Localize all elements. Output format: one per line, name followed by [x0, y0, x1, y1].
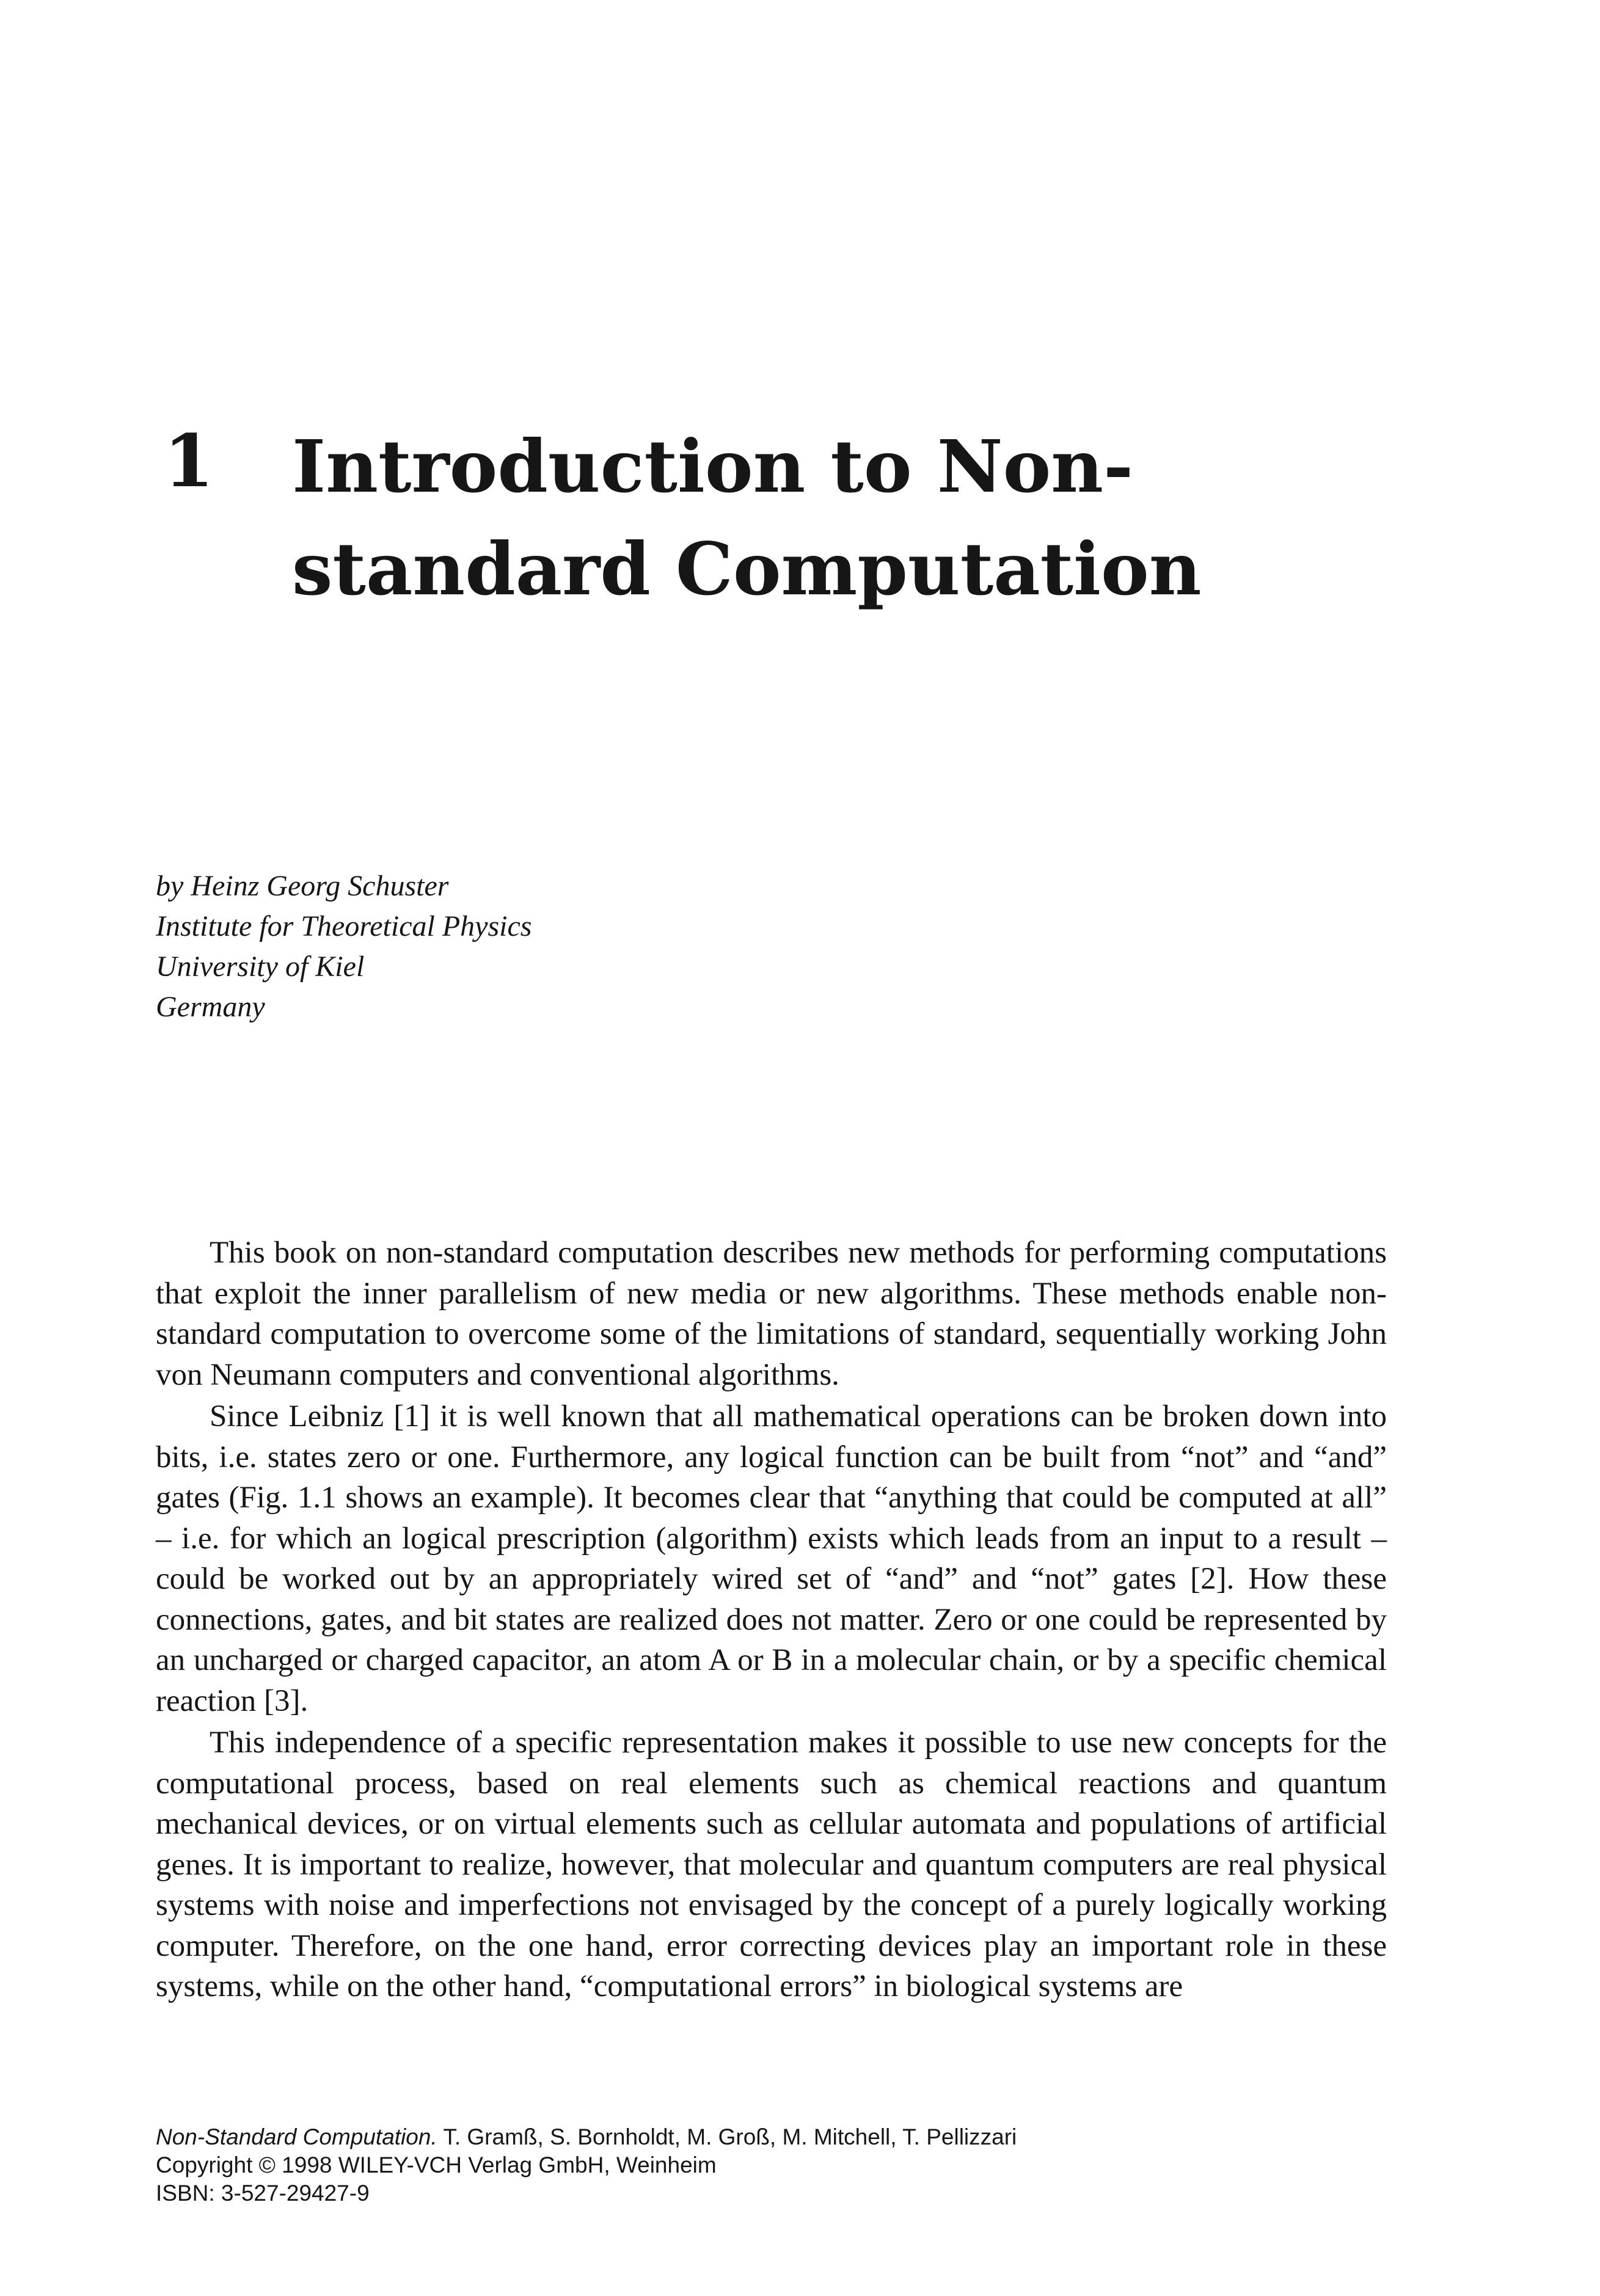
footer-isbn: ISBN: 3-527-29427-9 — [156, 2181, 370, 2206]
footer-copyright: Copyright © 1998 WILEY-VCH Verlag GmbH, Weinheim — [156, 2152, 717, 2178]
chapter-title: Introduction to Non-standard Computation — [292, 424, 1202, 611]
author-university: University of Kiel — [156, 950, 365, 983]
chapter-number: 1 — [164, 418, 214, 503]
body-text — [156, 1233, 1387, 2008]
paragraph: This book on non-standard computation describes new methods for performing computations that exploit the inner parallelism of new media or new algorithms. These methods enable non-standard computation to overcome some of the limitations of standard, sequentially working John von Neumann computers and conventional algorithms. — [156, 1236, 1387, 1392]
author-byline: by Heinz Georg Schuster — [156, 870, 449, 902]
footer-citation-line — [156, 2123, 1017, 2151]
footer-book-title: Non-Standard Computation. — [156, 2124, 437, 2149]
copyright-footer — [156, 2123, 1017, 2207]
paragraph: This independence of a specific representation makes it possible to use new concepts for the computational process, based on real elements such as chemical reactions and quantum mechanical devices, or on virtual elements such as cellular automata and populations of artificial genes. It is important to realize, however, that molecular and quantum computers are real physical systems with noise and imperfections not envisaged by the concept of a purely logically working computer. Therefore, on the one hand, error correcting devices play an important role in these systems, while on the other hand, “computational errors” in biological systems are — [156, 1726, 1387, 2003]
author-block — [156, 866, 532, 1027]
paragraph: Since Leibniz [1] it is well known that all mathematical operations can be broken down into bits, i.e. states zero or one. Furthermore, any logical function can be built from “not” and “and” gates (Fig. 1.1 shows an example). It becomes clear that “anything that could be computed at all” – i.e. for which an logical prescription (algorithm) exists which leads from an input to a result – could be worked out by an appropriately wired set of “and” and “not” gates [2]. How these connections, gates, and bit states are realized does not matter. Zero or one could be represented by an uncharged or charged capacitor, an atom A or B in a molecular chain, or by a specific chemical reaction [3]. — [156, 1399, 1387, 1718]
author-country: Germany — [156, 991, 265, 1023]
author-institute: Institute for Theoretical Physics — [156, 910, 532, 942]
footer-editors: T. Gramß, S. Bornholdt, M. Groß, M. Mitchell, T. Pellizzari — [443, 2124, 1017, 2149]
